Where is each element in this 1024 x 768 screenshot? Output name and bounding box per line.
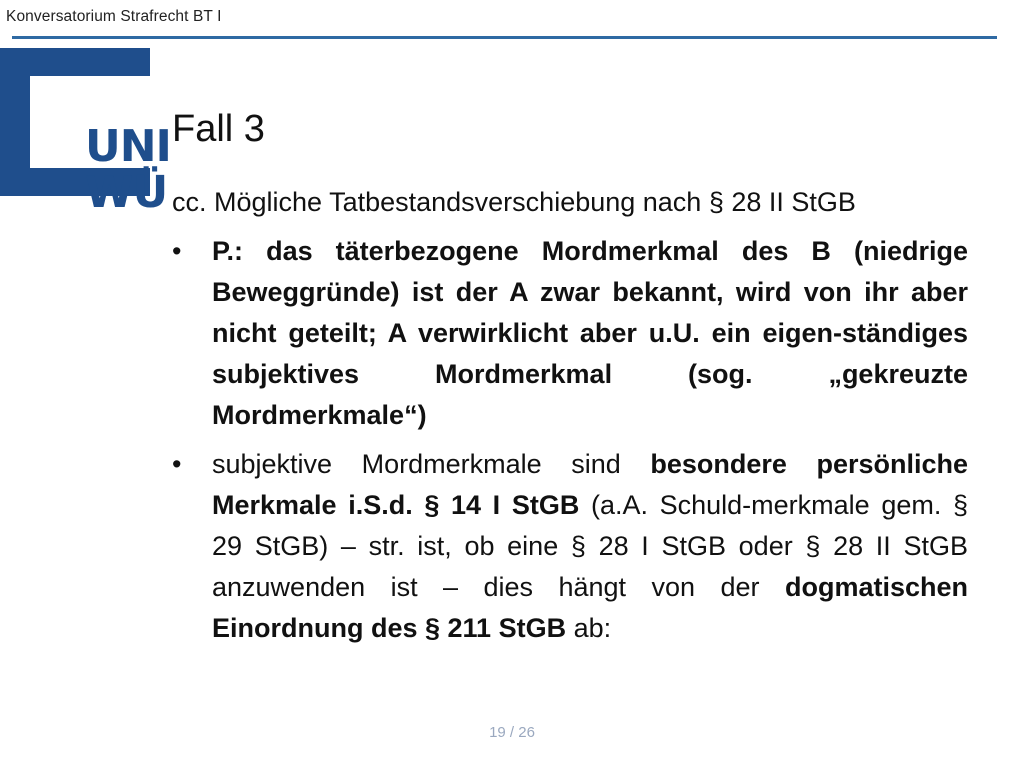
logo-line-1: UNI: [85, 121, 171, 172]
bullet-2-segment-2: (a.A. Schuld-merkmale gem. § 29 StGB) – str. ist, ob eine § 28 I StGB oder § 28 II StGB anzuwenden ist – dies hängt von der: [212, 490, 969, 602]
bullet-item-1: [172, 231, 968, 436]
bullet-2-segment-3: ab:: [566, 613, 612, 643]
university-logo: [0, 48, 171, 218]
bullet-marker: •: [172, 236, 182, 266]
header-divider: [12, 36, 997, 39]
section-subheading: cc. Mögliche Tatbestandsverschiebung nach § 28 II StGB: [172, 187, 856, 217]
bullet-2-segment-1: subjektive Mordmerkmale sind: [212, 449, 651, 479]
logo-line-2: WÜ: [85, 167, 168, 218]
bullet-item-2: [172, 444, 968, 649]
logo-text: [85, 121, 171, 218]
slide-content: [172, 182, 968, 657]
page-number: 19 / 26: [489, 724, 535, 741]
bullet-text-1: P.: das täterbezogene Mordmerkmal des B (niedrige Beweggründe) ist der A zwar bekannt, wird von ihr aber nicht geteilt; A verwirklicht aber u.U. ein eigen-ständiges subjektives Mordmerkmal (sog. „gekreuzte Mordmerkmale“): [212, 236, 968, 430]
slide-title: Fall 3: [172, 108, 265, 150]
bullet-marker: •: [172, 449, 182, 479]
bullet-2-bold-segment-1: besondere persönliche Merkmale i.S.d. § 14 I StGB: [212, 449, 968, 520]
header-title: Konversatorium Strafrecht BT I: [6, 8, 222, 25]
bullet-2-bold-segment-2: dogmatischen Einordnung des § 211 StGB: [212, 572, 968, 643]
